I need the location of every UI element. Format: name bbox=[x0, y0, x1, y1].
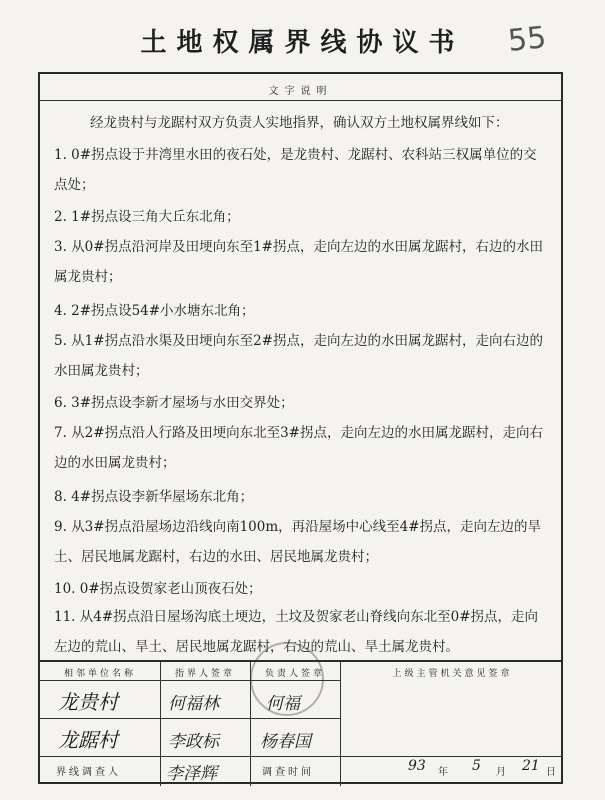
paragraph-item: 6. 3#拐点设李新才屋场与水田交界处； bbox=[54, 395, 294, 411]
official-seal bbox=[250, 642, 324, 716]
paragraph-item: 8. 4#拐点设李新华屋场东北角； bbox=[54, 489, 254, 505]
paragraph-item: 9. 从3#拐点沿屋场边沿线向南100m，再沿屋场中心线至4#拐点，走向左边的旱土、居民地属龙踞村，右边的水田、居民地属龙贵村； bbox=[54, 519, 542, 565]
date-day: 21 bbox=[522, 758, 540, 774]
table-divider bbox=[40, 718, 340, 719]
date-year-unit: 年 bbox=[438, 767, 451, 778]
paragraph-item: 10. 0#拐点设贺家老山顶夜石处； bbox=[54, 581, 262, 597]
unit-cell: 龙踞村 bbox=[58, 728, 118, 752]
signature: 何福林 bbox=[168, 694, 219, 714]
surveyor-label: 界线调查人 bbox=[56, 767, 121, 778]
paragraph-item: 2. 1#拐点设三角大丘东北角； bbox=[54, 209, 240, 225]
date-month-unit: 月 bbox=[496, 767, 509, 778]
header-rep-sign: 负责人签章 bbox=[264, 669, 325, 679]
date-year: 93 bbox=[408, 758, 426, 774]
page-number: 55 bbox=[506, 20, 548, 59]
signature: 杨春国 bbox=[260, 732, 311, 752]
signature: 李政标 bbox=[168, 732, 219, 752]
paragraph-item: 11. 从4#拐点沿日屋场沟底土埂边，土坟及贺家老山脊线向东北至0#拐点，走向左边的荒山、旱土、居民地属龙踞村，右边的荒山、旱土属龙贵村。 bbox=[54, 609, 539, 655]
date-day-unit: 日 bbox=[546, 767, 559, 778]
paragraph-item: 1. 0#拐点设于井湾里水田的夜石处，是龙贵村、龙踞村、农科站三权属单位的交点处； bbox=[54, 147, 537, 193]
paragraph-intro: 经龙贵村与龙踞村双方负责人实地指界，确认双方土地权属界线如下： bbox=[90, 115, 509, 131]
surveyor-signature: 李泽辉 bbox=[166, 764, 217, 784]
paragraph-item: 3. 从0#拐点沿河岸及田埂向东至1#拐点，走向左边的水田属龙踞村，右边的水田属龙贵村； bbox=[54, 239, 543, 285]
header-authority-opinion: 上级主管机关意见签章 bbox=[392, 669, 513, 679]
table-divider bbox=[340, 662, 341, 786]
paragraph-item: 5. 从1#拐点沿水渠及田埂向东至2#拐点，走向左边的水田属龙踞村，走向右边的水田属龙贵村； bbox=[54, 333, 543, 379]
unit-cell: 龙贵村 bbox=[58, 690, 118, 714]
paragraph-item: 7. 从2#拐点沿人行路及田埂向东北至3#拐点，走向左边的水田属龙踞村，走向右边的水田属龙贵村； bbox=[54, 425, 543, 471]
table-divider bbox=[40, 756, 561, 757]
signature: 何福 bbox=[266, 694, 300, 714]
survey-time-label: 调查时间 bbox=[262, 767, 314, 778]
heading-divider bbox=[40, 100, 561, 101]
page-title: 土地权属界线协议书 bbox=[140, 28, 465, 58]
date-month: 5 bbox=[472, 758, 481, 774]
header-neighbor-unit: 相邻单位名称 bbox=[63, 669, 136, 679]
paragraph-item: 4. 2#拐点设54#小水塘东北角； bbox=[54, 303, 255, 319]
section-heading: 文字说明 bbox=[268, 86, 333, 97]
header-responsible-sign: 指界人签章 bbox=[174, 669, 235, 679]
